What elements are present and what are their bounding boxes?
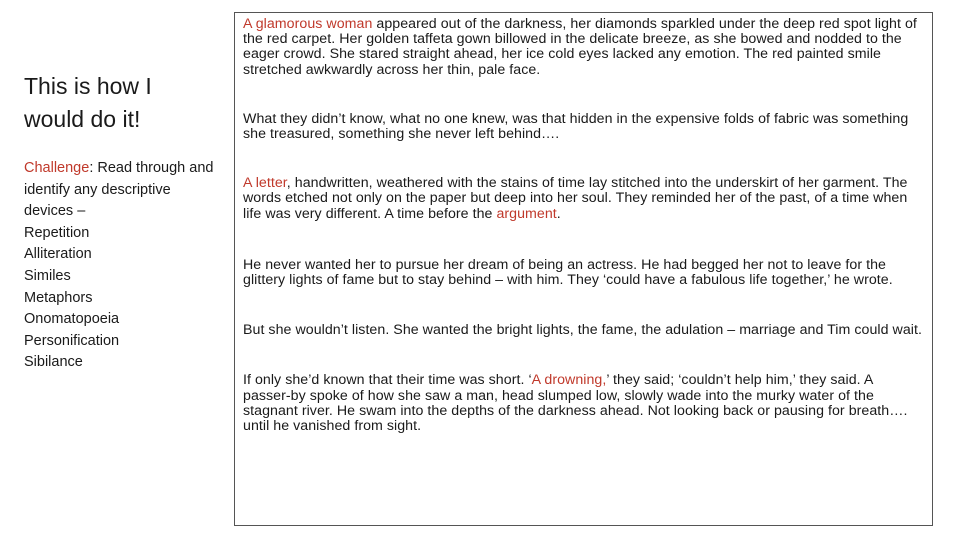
device-item: Personification bbox=[24, 332, 120, 349]
slide-title: This is how I would do it! bbox=[24, 73, 152, 132]
highlight-a-letter: A letter bbox=[243, 175, 287, 192]
device-item: Onomatopoeia bbox=[24, 311, 120, 328]
highlight-a-drowning: A drowning, bbox=[531, 372, 607, 389]
story-text-box[interactable] bbox=[234, 12, 933, 526]
challenge-instructions bbox=[24, 158, 214, 223]
highlight-argument: argument bbox=[496, 205, 557, 222]
device-item: Repetition bbox=[24, 224, 90, 241]
left-panel bbox=[24, 70, 214, 374]
device-list bbox=[24, 223, 214, 374]
paragraph-text: appeared out of the darkness, her diamonds sparkled under the deep red spot light of the red carpet. Her golden taffeta gown billowed in the delicate breeze, as she bowed and nodded to the eager crowd. She stared straight ahead, her ice cold eyes lacked any emotion. The red painted smile stretched awkwardly across her thin, pale face. bbox=[243, 16, 917, 78]
paragraph-text: ’ they said; ‘couldn’t help him,’ they said. A passer-by spoke of how she saw a man, head slumped low, slowly wade into the murky water of the stagnant river. He swam into the depths of the darkness ahead. Not looking back or pausing for breath…. until he vanished from sight. bbox=[243, 372, 908, 435]
story-paragraph-6 bbox=[243, 373, 924, 434]
device-item: Sibilance bbox=[24, 354, 83, 371]
story-paragraph-2: What they didn’t know, what no one knew, was that hidden in the expensive folds of fabric was something she treasured, something she never left behind…. bbox=[243, 110, 909, 143]
challenge-text: : Read through and identify any descriptive devices – bbox=[24, 160, 214, 220]
device-item: Metaphors bbox=[24, 289, 93, 306]
story-paragraph-1 bbox=[243, 17, 924, 78]
story-paragraph-5: But she wouldn’t listen. She wanted the bright lights, the fame, the adulation – marriage and Tim could wait. bbox=[243, 322, 922, 339]
story-paragraph-3 bbox=[243, 176, 924, 222]
device-item: Similes bbox=[24, 267, 71, 284]
challenge-label: Challenge bbox=[24, 160, 90, 176]
highlight-glamorous-woman: A glamorous woman bbox=[243, 16, 373, 32]
paragraph-text: , handwritten, weathered with the stains of time lay stitched into the underskirt of her garment. The words etched not only on the paper but deep into her soul. They reminded her of the past, of a time when life was very different. A time before the bbox=[243, 175, 908, 222]
device-item: Alliteration bbox=[24, 246, 92, 263]
paragraph-text: If only she’d known that their time was short. ‘ bbox=[243, 372, 532, 389]
story-paragraph-4: He never wanted her to pursue her dream of being an actress. He had begged her not to leave for the glittery lights of fame but to stay behind – with him. They ‘could have a fabulous life together,’ he wrote. bbox=[243, 256, 893, 289]
paragraph-text: . bbox=[556, 205, 561, 222]
